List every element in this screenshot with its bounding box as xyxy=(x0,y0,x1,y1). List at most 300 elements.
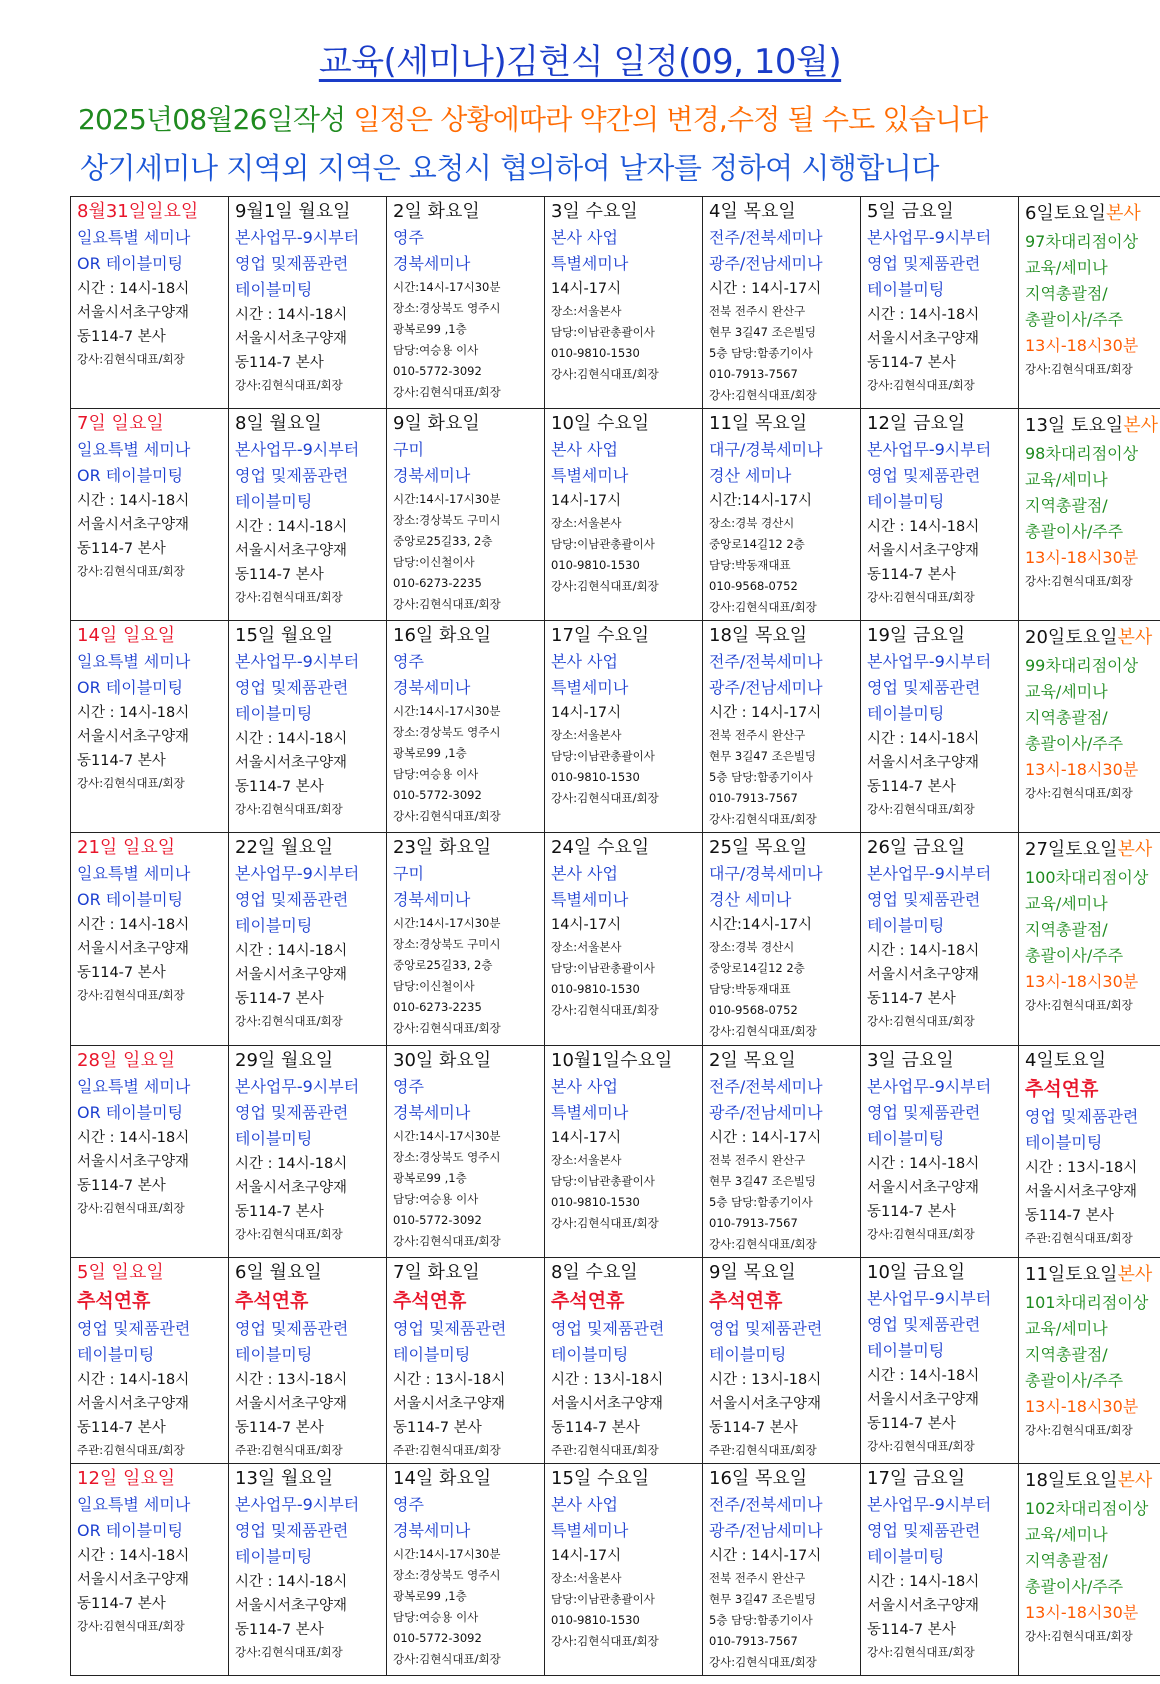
event-line: 시간:14시-17시30분 xyxy=(393,1128,501,1143)
event-line: 영업 및제품관련 xyxy=(551,1318,665,1338)
event-line: 010-9810-1530 xyxy=(551,982,640,997)
day-heading: 14일 화요일 xyxy=(393,1467,492,1489)
event-line: 동114-7 본사 xyxy=(867,1621,956,1638)
day-heading: 15일 수요일 xyxy=(551,1467,650,1489)
event-line: 강사:김현식대표/회장 xyxy=(77,1618,185,1633)
event-line: 97차대리점이상 xyxy=(1025,232,1139,251)
event-line: 시간 : 14시-18시 xyxy=(235,307,348,323)
event-line: 100차대리점이상 xyxy=(1025,868,1149,888)
day-cell xyxy=(71,1257,229,1463)
event-line: 테이블미팅 xyxy=(235,1128,313,1148)
event-line: 테이블미팅 xyxy=(77,1344,155,1364)
day-heading: 10월1일수요일 xyxy=(551,1049,673,1071)
day-cell xyxy=(229,409,387,621)
event-line: 서울시서초구양재 xyxy=(235,755,348,772)
event-line: 본사 사업 xyxy=(551,440,618,460)
event-line: 동114-7 본사 xyxy=(551,1419,640,1436)
day-cell xyxy=(1019,409,1160,621)
event-line: 시간 : 13시-18시 xyxy=(235,1371,348,1388)
event-line: 영업 및제품관련 xyxy=(867,890,981,910)
event-line: 서울시서초구양재 xyxy=(77,729,190,746)
day-heading: 15일 월요일 xyxy=(235,625,334,647)
event-line: 추석연휴 xyxy=(551,1289,625,1312)
day-heading: 11일 목요일 xyxy=(709,413,808,435)
event-line: 010-9810-1530 xyxy=(551,346,640,360)
event-line: 010-5772-3092 xyxy=(393,364,482,378)
day-label: 6일토요일 xyxy=(1025,203,1107,224)
event-line: 강사:김현식대표/회장 xyxy=(867,1226,975,1241)
event-line: 영업 및제품관련 xyxy=(867,466,981,486)
event-line: 시간 : 14시-17시 xyxy=(709,281,822,297)
event-line: 시간 : 14시-18시 xyxy=(77,917,190,934)
event-line: 강사:김현식대표/회장 xyxy=(235,1226,343,1241)
event-line: 영업 및제품관련 xyxy=(235,1318,349,1338)
day-cell xyxy=(71,1463,229,1675)
event-line: 장소:경상북도 영주시 xyxy=(393,301,501,315)
event-line: 장소:서울본사 xyxy=(551,728,622,743)
day-cell xyxy=(861,833,1019,1045)
event-line: 테이블미팅 xyxy=(867,1128,945,1148)
event-line: 시간:14시-17시30분 xyxy=(393,492,501,507)
event-line: 동114-7 본사 xyxy=(867,1203,956,1220)
event-line: 010-9810-1530 xyxy=(551,1612,640,1627)
event-line: 테이블미팅 xyxy=(235,492,313,512)
event-line: 시간 : 14시-18시 xyxy=(867,1573,980,1590)
day-cell xyxy=(1019,621,1160,833)
event-line: 주관:김현식대표/회장 xyxy=(709,1442,817,1457)
event-line: 테이블미팅 xyxy=(1025,1132,1103,1152)
day-cell xyxy=(545,1045,703,1257)
day-cell xyxy=(71,833,229,1045)
event-line: 경북세미나 xyxy=(393,1102,471,1122)
event-line: 동114-7 본사 xyxy=(235,1419,324,1436)
event-line: 테이블미팅 xyxy=(235,1344,313,1364)
day-cell xyxy=(1019,1045,1160,1257)
event-line: 광주/전남세미나 xyxy=(709,1102,823,1122)
day-cell xyxy=(1019,1463,1160,1675)
event-line: 중앙로25길33, 2층 xyxy=(393,534,493,549)
event-line: 장소:경상북도 구미시 xyxy=(393,513,501,528)
day-cell xyxy=(703,1463,861,1675)
day-cell xyxy=(545,409,703,621)
event-line: 동114-7 본사 xyxy=(235,567,324,584)
event-line: 시간 : 14시-18시 xyxy=(235,519,348,536)
event-line: 특별세미나 xyxy=(551,466,629,486)
event-line: 시간 : 14시-18시 xyxy=(235,1573,348,1590)
day-heading: 16일 화요일 xyxy=(393,625,492,647)
event-line: 담당:이남관총괄이사 xyxy=(551,961,655,976)
location-tag: 본사 xyxy=(1117,627,1153,649)
event-line: 본사 사업 xyxy=(551,228,618,247)
event-line: 강사:김현식대표/회장 xyxy=(235,1014,343,1029)
event-line: 강사:김현식대표/회장 xyxy=(551,1003,659,1018)
event-line: 본사업무-9시부터 xyxy=(235,1494,360,1514)
event-line: 총괄이사/주주 xyxy=(1025,1370,1124,1390)
event-line: 경북세미나 xyxy=(393,466,471,486)
event-line: 테이블미팅 xyxy=(867,1546,945,1566)
event-line: 현무 3길47 조은빌딩 xyxy=(709,1591,817,1606)
week-row xyxy=(71,409,1160,621)
event-line: 광주/전남세미나 xyxy=(709,254,823,273)
day-cell xyxy=(1019,197,1160,409)
event-line: 영주 xyxy=(393,1494,424,1514)
event-line: 장소:서울본사 xyxy=(551,516,622,531)
event-line: 010-9568-0752 xyxy=(709,579,798,594)
day-heading: 29일 월요일 xyxy=(235,1049,334,1071)
event-line: 13시-18시30분 xyxy=(1025,336,1139,355)
day-cell xyxy=(703,409,861,621)
event-line: 강사:김현식대표/회장 xyxy=(1025,362,1133,376)
event-line: 강사:김현식대표/회장 xyxy=(551,1633,659,1648)
day-heading: 23일 화요일 xyxy=(393,837,492,859)
event-line: 시간 : 14시-18시 xyxy=(77,1129,190,1146)
day-heading xyxy=(1025,1260,1160,1290)
event-line: 강사:김현식대표/회장 xyxy=(709,1236,817,1251)
event-line: 14시-17시 xyxy=(551,493,622,510)
event-line: 강사:김현식대표/회장 xyxy=(77,352,185,366)
day-heading: 9일 목요일 xyxy=(709,1261,796,1283)
event-line: 추석연휴 xyxy=(709,1289,783,1312)
event-line: 총괄이사/주주 xyxy=(1025,522,1124,542)
day-heading xyxy=(1025,199,1160,229)
event-line: 영업 및제품관련 xyxy=(393,1318,507,1338)
event-line: 일요특별 세미나 xyxy=(77,440,191,460)
day-cell xyxy=(1019,1257,1160,1463)
event-line: 장소:경상북도 구미시 xyxy=(393,937,501,952)
event-line: 지역총괄점/ xyxy=(1025,920,1108,940)
event-line: 강사:김현식대표/회장 xyxy=(77,564,185,579)
event-line: 강사:김현식대표/회장 xyxy=(1025,786,1133,801)
event-line: 동114-7 본사 xyxy=(77,1177,166,1194)
day-heading xyxy=(1025,835,1160,865)
day-heading: 10일 금요일 xyxy=(867,1261,966,1283)
event-line: 13시-18시30분 xyxy=(1025,1396,1139,1416)
day-cell xyxy=(387,833,545,1045)
event-line: 테이블미팅 xyxy=(867,280,945,299)
day-heading: 24일 수요일 xyxy=(551,837,650,859)
event-line: 본사업무-9시부터 xyxy=(867,1288,992,1308)
event-line: 지역총괄점/ xyxy=(1025,1344,1108,1364)
location-tag: 본사 xyxy=(1123,415,1158,437)
event-line: 시간 : 14시-18시 xyxy=(867,307,980,323)
event-line: 서울시서초구양재 xyxy=(867,1597,980,1614)
event-line: 시간 : 14시-18시 xyxy=(235,943,348,960)
event-line: 추석연휴 xyxy=(77,1289,151,1312)
event-line: 서울시서초구양재 xyxy=(235,1597,348,1614)
event-line: 추석연휴 xyxy=(1025,1077,1099,1100)
day-cell xyxy=(387,1463,545,1675)
event-line: 전주/전북세미나 xyxy=(709,1076,823,1096)
event-line: 5층 담당:함종기이사 xyxy=(709,1612,813,1627)
event-line: 장소:경상북도 영주시 xyxy=(393,725,501,740)
event-line: 담당:이신철이사 xyxy=(393,979,475,994)
event-line: 시간 : 14시-18시 xyxy=(867,519,980,536)
event-line: 경산 세미나 xyxy=(709,890,792,910)
event-line: 시간 : 14시-17시 xyxy=(709,705,822,722)
day-heading: 5일 일요일 xyxy=(77,1261,164,1283)
event-line: 강사:김현식대표/회장 xyxy=(551,1215,659,1230)
event-line: 강사:김현식대표/회장 xyxy=(867,378,975,392)
event-line: 강사:김현식대표/회장 xyxy=(709,600,817,615)
event-line: 010-7913-7567 xyxy=(709,367,798,381)
event-line: 시간 : 14시-18시 xyxy=(867,1155,980,1172)
week-row xyxy=(71,833,1160,1045)
event-line: 추석연휴 xyxy=(393,1289,467,1312)
event-line: 담당:여승용 이사 xyxy=(393,1191,479,1206)
event-line: 장소:서울본사 xyxy=(551,1152,622,1167)
event-line: 영업 및제품관련 xyxy=(867,254,981,273)
event-line: 강사:김현식대표/회장 xyxy=(709,388,817,402)
event-line: 010-7913-7567 xyxy=(709,791,798,806)
event-line: 담당:이신철이사 xyxy=(393,555,475,570)
week-row xyxy=(71,197,1160,409)
event-line: 010-6273-2235 xyxy=(393,576,482,591)
event-line: 교육/세미나 xyxy=(1025,470,1108,490)
day-heading: 2일 목요일 xyxy=(709,1049,796,1071)
event-line: 010-7913-7567 xyxy=(709,1633,798,1648)
day-cell xyxy=(229,1463,387,1675)
event-line: 광주/전남세미나 xyxy=(709,678,823,698)
event-line: 영업 및제품관련 xyxy=(235,678,349,698)
event-line: 강사:김현식대표/회장 xyxy=(709,1024,817,1039)
event-line: 시간 : 14시-18시 xyxy=(867,731,980,748)
event-line: 본사업무-9시부터 xyxy=(235,1076,360,1096)
event-line: 영업 및제품관련 xyxy=(235,1520,349,1540)
event-line: 담당:이남관총괄이사 xyxy=(551,325,655,339)
event-line: 본사업무-9시부터 xyxy=(867,652,992,672)
event-line: 서울시서초구양재 xyxy=(235,1179,348,1196)
event-line: 서울시서초구양재 xyxy=(709,1395,822,1412)
event-line: 본사업무-9시부터 xyxy=(235,864,360,884)
day-heading: 3일 금요일 xyxy=(867,1049,954,1071)
day-cell xyxy=(703,621,861,833)
event-line: 테이블미팅 xyxy=(235,704,313,724)
event-line: 5층 담당:함종기이사 xyxy=(709,1194,813,1209)
event-line: 교육/세미나 xyxy=(1025,258,1108,277)
event-line: 시간 : 13시-18시 xyxy=(551,1371,664,1388)
day-heading: 10일 수요일 xyxy=(551,413,650,435)
event-line: 010-6273-2235 xyxy=(393,1000,482,1015)
event-line: 영주 xyxy=(393,228,424,247)
event-line: 광주/전남세미나 xyxy=(709,1520,823,1540)
day-cell xyxy=(545,197,703,409)
event-line: 강사:김현식대표/회장 xyxy=(709,812,817,827)
day-heading: 16일 목요일 xyxy=(709,1467,808,1489)
event-line: 교육/세미나 xyxy=(1025,1318,1108,1338)
day-cell xyxy=(703,1257,861,1463)
event-line: 주관:김현식대표/회장 xyxy=(235,1442,343,1457)
event-line: 경북세미나 xyxy=(393,890,471,910)
event-line: 영업 및제품관련 xyxy=(235,1102,349,1122)
day-heading: 22일 월요일 xyxy=(235,837,334,859)
event-line: 강사:김현식대표/회장 xyxy=(551,791,659,806)
event-line: 동114-7 본사 xyxy=(709,1419,798,1436)
event-line: 중앙로25길33, 2층 xyxy=(393,958,493,973)
page-title: 교육(세미나)김현식 일정(09, 10월) xyxy=(318,42,842,82)
week-row xyxy=(71,1045,1160,1257)
day-cell xyxy=(71,409,229,621)
location-tag: 본사 xyxy=(1117,1263,1153,1285)
event-line: 강사:김현식대표/회장 xyxy=(393,385,501,399)
event-line: 강사:김현식대표/회장 xyxy=(1025,574,1133,589)
event-line: 서울시서초구양재 xyxy=(235,1395,348,1412)
event-line: 서울시서초구양재 xyxy=(77,1153,190,1170)
event-line: 전주/전북세미나 xyxy=(709,228,823,247)
day-cell xyxy=(229,197,387,409)
event-line: 본사 사업 xyxy=(551,1076,618,1096)
day-cell xyxy=(387,1257,545,1463)
event-line: 테이블미팅 xyxy=(867,492,945,512)
event-line: 일요특별 세미나 xyxy=(77,864,191,884)
event-line: 현무 3길47 조은빌딩 xyxy=(709,1173,817,1188)
event-line: 강사:김현식대표/회장 xyxy=(77,776,185,791)
day-heading: 30일 화요일 xyxy=(393,1049,492,1071)
region-notice: 상기세미나 지역외 지역은 요청시 협의하여 날자를 정하여 시행합니다 xyxy=(80,151,939,185)
event-line: 담당:이남관총괄이사 xyxy=(551,1591,655,1606)
event-line: 담당:여승용 이사 xyxy=(393,343,479,357)
event-line: OR 테이블미팅 xyxy=(77,890,184,910)
event-line: 영업 및제품관련 xyxy=(867,1314,981,1334)
event-line: 서울시서초구양재 xyxy=(867,543,980,560)
event-line: 강사:김현식대표/회장 xyxy=(867,590,975,605)
event-line: 영업 및제품관련 xyxy=(235,466,349,486)
event-line: 영주 xyxy=(393,1076,424,1096)
event-line: 시간:14시-17시30분 xyxy=(393,1546,501,1561)
day-heading: 5일 금요일 xyxy=(867,201,954,222)
event-line: 전북 전주시 완산구 xyxy=(709,1152,806,1167)
event-line: 서울시서초구양재 xyxy=(235,967,348,984)
event-line: 대구/경북세미나 xyxy=(709,864,823,884)
day-heading xyxy=(1025,411,1160,441)
event-line: OR 테이블미팅 xyxy=(77,678,184,698)
event-line: 14시-17시 xyxy=(551,1129,622,1146)
event-line: 강사:김현식대표/회장 xyxy=(551,579,659,594)
event-line: 강사:김현식대표/회장 xyxy=(393,1233,501,1248)
event-line: 구미 xyxy=(393,864,424,884)
event-line: 중앙로14길12 2층 xyxy=(709,961,805,976)
day-cell xyxy=(545,833,703,1045)
event-line: 장소:경북 경산시 xyxy=(709,516,795,531)
event-line: 13시-18시30분 xyxy=(1025,548,1139,568)
event-line: 총괄이사/주주 xyxy=(1025,1576,1124,1596)
day-heading: 14일 일요일 xyxy=(77,625,176,647)
day-heading: 8월31일일요일 xyxy=(77,201,199,222)
day-cell xyxy=(703,197,861,409)
day-label: 11일토요일 xyxy=(1025,1263,1118,1285)
day-cell xyxy=(229,833,387,1045)
event-line: 5층 담당:함종기이사 xyxy=(709,770,813,785)
location-tag: 본사 xyxy=(1117,1469,1153,1491)
event-line: 영업 및제품관련 xyxy=(709,1318,823,1338)
event-line: 본사업무-9시부터 xyxy=(235,228,360,247)
event-line: 강사:김현식대표/회장 xyxy=(235,378,343,392)
event-line: 시간:14시-17시30분 xyxy=(393,916,501,931)
event-line: 동114-7 본사 xyxy=(867,991,956,1008)
day-label: 20일토요일 xyxy=(1025,627,1118,649)
event-line: 강사:김현식대표/회장 xyxy=(1025,1422,1133,1437)
event-line: 특별세미나 xyxy=(551,1520,629,1540)
event-line: 서울시서초구양재 xyxy=(235,331,348,347)
event-line: 현무 3길47 조은빌딩 xyxy=(709,325,817,339)
event-line: 본사업무-9시부터 xyxy=(867,1076,992,1096)
day-cell xyxy=(387,1045,545,1257)
event-line: 시간:14시-17시30분 xyxy=(393,704,501,719)
day-heading: 9일 화요일 xyxy=(393,413,480,435)
day-cell xyxy=(861,1463,1019,1675)
day-cell xyxy=(861,621,1019,833)
event-line: 담당:이남관총괄이사 xyxy=(551,749,655,764)
event-line: 특별세미나 xyxy=(551,678,629,698)
day-heading: 7일 화요일 xyxy=(393,1261,480,1283)
event-line: 101차대리점이상 xyxy=(1025,1292,1149,1312)
event-line: 시간 : 14시-18시 xyxy=(77,705,190,722)
event-line: 13시-18시30분 xyxy=(1025,1602,1139,1622)
event-line: 전주/전북세미나 xyxy=(709,1494,823,1514)
day-heading: 17일 금요일 xyxy=(867,1467,966,1489)
event-line: 010-7913-7567 xyxy=(709,1215,798,1230)
day-heading: 26일 금요일 xyxy=(867,837,966,859)
event-line: 시간:14시-17시 xyxy=(709,493,813,510)
day-cell xyxy=(229,621,387,833)
event-line: 특별세미나 xyxy=(551,1102,629,1122)
event-line: 서울시서초구양재 xyxy=(867,967,980,984)
event-line: 영업 및제품관련 xyxy=(1025,1106,1139,1126)
event-line: 담당:박동재대표 xyxy=(709,558,791,573)
day-cell xyxy=(545,621,703,833)
event-line: 테이블미팅 xyxy=(235,280,313,299)
event-line: 일요특별 세미나 xyxy=(77,652,191,672)
day-cell xyxy=(387,197,545,409)
event-line: 현무 3길47 조은빌딩 xyxy=(709,749,817,764)
event-line: 서울시서초구양재 xyxy=(867,331,980,347)
day-cell xyxy=(229,1257,387,1463)
day-heading: 6일 월요일 xyxy=(235,1261,322,1283)
event-line: 본사 사업 xyxy=(551,1494,618,1514)
day-heading: 28일 일요일 xyxy=(77,1049,176,1071)
event-line: 강사:김현식대표/회장 xyxy=(393,597,501,612)
event-line: 010-9810-1530 xyxy=(551,1194,640,1209)
event-line: 시간 : 14시-17시 xyxy=(709,1129,822,1146)
day-cell xyxy=(71,621,229,833)
week-row xyxy=(71,621,1160,833)
event-line: 본사업무-9시부터 xyxy=(867,864,992,884)
event-line: 영주 xyxy=(393,652,424,672)
event-line: 서울시서초구양재 xyxy=(867,1179,980,1196)
event-line: 동114-7 본사 xyxy=(77,1595,166,1612)
event-line: 강사:김현식대표/회장 xyxy=(77,988,185,1003)
event-line: 서울시서초구양재 xyxy=(77,517,190,534)
event-line: 지역총괄점/ xyxy=(1025,1550,1108,1570)
event-line: 특별세미나 xyxy=(551,890,629,910)
event-line: 010-9568-0752 xyxy=(709,1003,798,1018)
event-line: 010-5772-3092 xyxy=(393,1212,482,1227)
day-label: 18일토요일 xyxy=(1025,1469,1118,1491)
event-line: 경북세미나 xyxy=(393,678,471,698)
event-line: 전북 전주시 완산구 xyxy=(709,1570,806,1585)
event-line: 010-5772-3092 xyxy=(393,1630,482,1645)
day-heading xyxy=(1025,1466,1160,1496)
event-line: 구미 xyxy=(393,440,424,460)
event-line: 010-5772-3092 xyxy=(393,788,482,803)
event-line: 강사:김현식대표/회장 xyxy=(77,1200,185,1215)
day-label: 27일토요일 xyxy=(1025,839,1118,861)
event-line: 동114-7 본사 xyxy=(77,541,166,558)
day-heading: 8일 월요일 xyxy=(235,413,322,435)
event-line: 담당:박동재대표 xyxy=(709,982,791,997)
event-line: 테이블미팅 xyxy=(867,704,945,724)
event-line: 시간 : 13시-18시 xyxy=(1025,1159,1138,1176)
event-line: 강사:김현식대표/회장 xyxy=(867,1438,975,1453)
